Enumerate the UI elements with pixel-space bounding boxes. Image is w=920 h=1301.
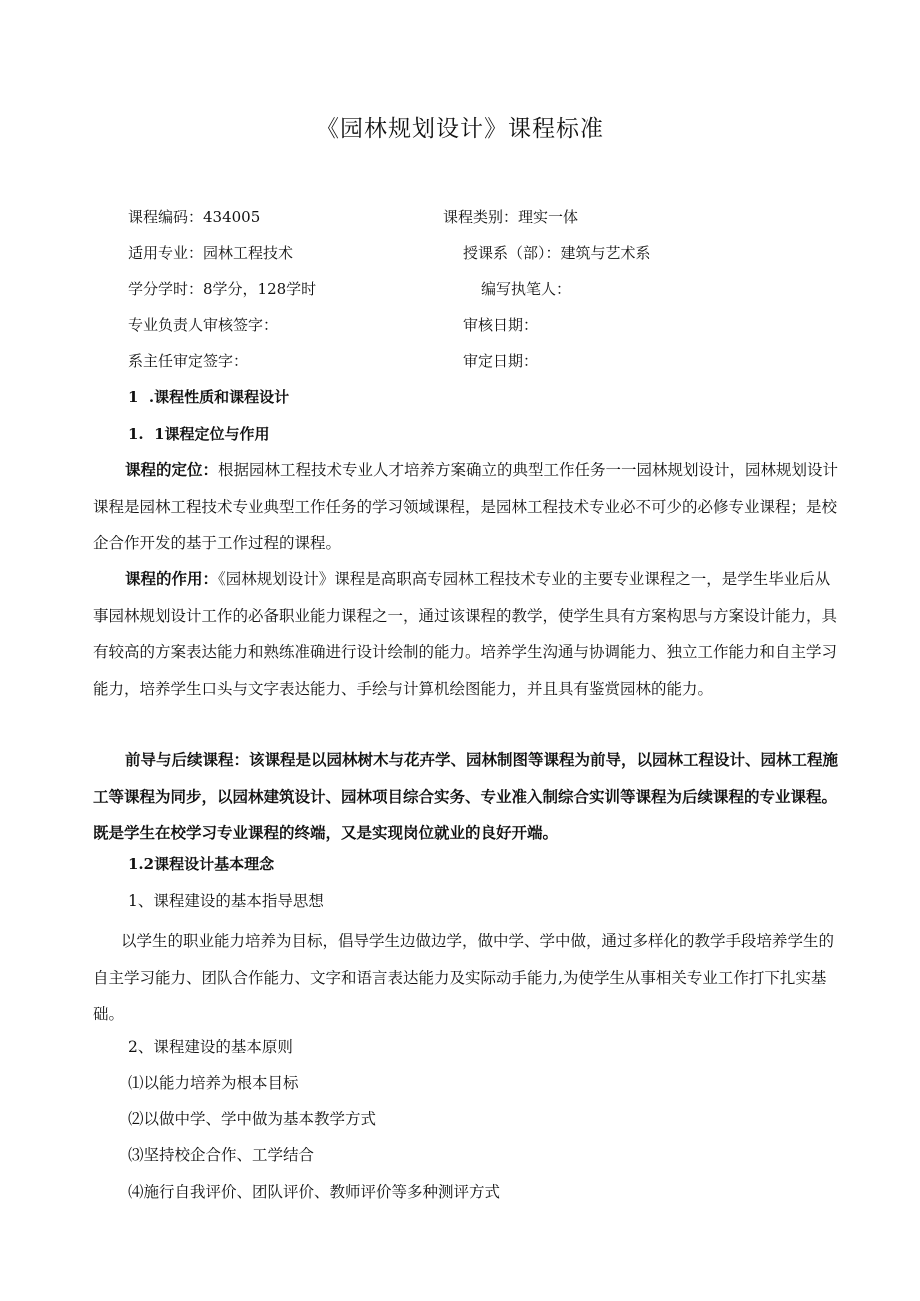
document-title: 《园林规划设计》课程标准 bbox=[316, 116, 604, 142]
approve-date: 审定日期： bbox=[463, 352, 539, 370]
author-field: 编写执笔人： bbox=[481, 280, 572, 298]
principles-title: 2、课程建设的基本原则 bbox=[128, 1038, 293, 1056]
principle-item-3: ⑶坚持校企合作、工学结合 bbox=[128, 1146, 315, 1164]
course-position-paragraph bbox=[93, 452, 840, 562]
course-position-text: 根据园林工程技术专业人才培养方案确立的典型工作任务一一园林规划设计，园林规划设计课程是园林工程技术专业典型工作任务的学习领域课程，是园林工程技术专业必不可少的必修专业课程；是校企合作开发的基于工作过程的课程。 bbox=[93, 461, 839, 552]
prerequisite-paragraph: 前导与后续课程：该课程是以园林树木与花卉学、园林制图等课程为前导，以园林工程设计、园林工程施工等课程为同步，以园林建筑设计、园林项目综合实务、专业准入制综合实训等课程为后续课程的专业课程。既是学生在校学习专业课程的终端，又是实现岗位就业的良好开端。 bbox=[93, 750, 839, 842]
teaching-department: 授课系（部）：建筑与艺术系 bbox=[463, 244, 651, 262]
course-role-label: 课程的作用： bbox=[125, 569, 219, 588]
section-heading-1-2: 1.2课程设计基本理念 bbox=[128, 855, 275, 873]
section-heading-1: 1 .课程性质和课程设计 bbox=[128, 388, 290, 406]
applicable-major: 适用专业：园林工程技术 bbox=[128, 244, 294, 262]
principle-item-1: ⑴以能力培养为根本目标 bbox=[128, 1074, 299, 1092]
guiding-idea-paragraph: 以学生的职业能力培养为目标，倡导学生边做边学，做中学、学中做，通过多样化的教学手段培养学生的自主学习能力、团队合作能力、文字和语言表达能力及实际动手能力,为使学生从事相关专业工作打下扎实基础。 bbox=[93, 932, 835, 1023]
credits-hours: 学分学时：8学分，128学时 bbox=[128, 280, 317, 298]
section-heading-1-1: 1. 1课程定位与作用 bbox=[128, 425, 270, 443]
principle-item-4: ⑷施行自我评价、团队评价、教师评价等多种测评方式 bbox=[128, 1183, 501, 1201]
approver-signature: 系主任审定签字： bbox=[128, 352, 249, 370]
course-code: 课程编码：434005 bbox=[128, 208, 261, 226]
course-role-paragraph bbox=[93, 561, 840, 707]
course-category: 课程类别：理实一体 bbox=[443, 208, 579, 226]
course-role-text: 《园林规划设计》课程是高职高专园林工程技术专业的主要专业课程之一，是学生毕业后从事园林规划设计工作的必备职业能力课程之一，通过该课程的教学，使学生具有方案构思与方案设计能力，具有较高的方案表达能力和熟练准确进行设计绘制的能力。培养学生沟通与协调能力、独立工作能力和自主学习能力，培养学生口头与文字表达能力、手绘与计算机绘图能力，并且具有鉴赏园林的能力。 bbox=[93, 570, 838, 698]
guiding-idea-title: 1、课程建设的基本指导思想 bbox=[128, 892, 324, 910]
review-date: 审核日期： bbox=[463, 316, 539, 334]
principle-item-2: ⑵以做中学、学中做为基本教学方式 bbox=[128, 1110, 377, 1128]
course-position-label: 课程的定位： bbox=[125, 460, 219, 479]
reviewer-signature: 专业负责人审核签字： bbox=[128, 316, 279, 334]
